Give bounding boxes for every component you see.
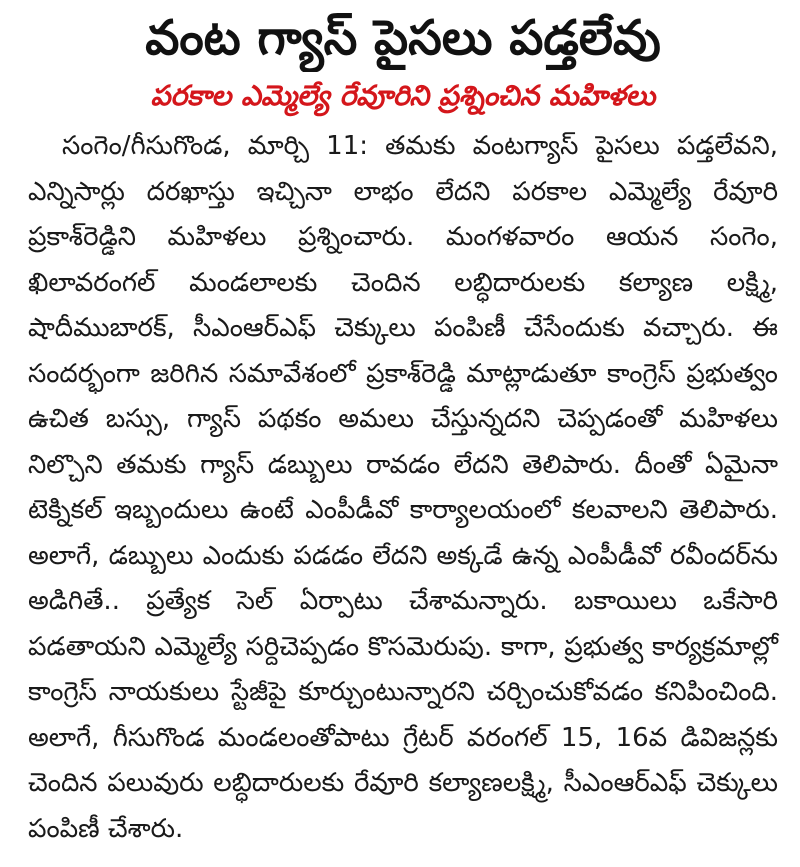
article-body: సంగెం/గీసుగొండ, మార్చి 11: తమకు వంటగ్యాస్ పైసలు పడ్తలేవని, ఎన్నిసార్లు దరఖాస్తు ఇచ్చినా లాభం లేదని పరకాల ఎమ్మెల్యే రేవూరి ప్రకాశ్‌రెడ్డిని మహిళలు ప్రశ్నించారు. మంగళవారం ఆయన సంగెం, ఖిలావరంగల్ మండలాలకు చెందిన లబ్ధిదారులకు కల్యాణ లక్ష్మి, షాదీముబారక్, సీఎంఆర్ఎఫ్ చెక్కులు పంపిణీ చేసేందుకు వచ్చారు. ఈ సందర్భంగా జరిగిన సమావేశంలో ప్రకాశ్‌రెడ్డి మాట్లాడుతూ కాంగ్రెస్ ప్రభుత్వం ఉచిత బస్సు, గ్యాస్ పథకం అమలు చేస్తున్నదని చెప్పడంతో మహిళలు నిల్చొని తమకు గ్యాస్ డబ్బులు రావడం లేదని తెలిపారు. దీంతో ఏమైనా టెక్నికల్ ఇబ్బందులు ఉంటే ఎంపీడీవో కార్యాలయంలో కలవాలని తెలిపారు. అలాగే, డబ్బులు ఎందుకు పడడం లేదని అక్కడే ఉన్న ఎంపీడీవో రవీందర్‌ను అడిగితే.. ప్రత్యేక సెల్ ఏర్పాటు చేశామన్నారు. బకాయిలు ఒకేసారి పడతాయని ఎమ్మెల్యే సర్దిచెప్పడం కొసమెరుపు. కాగా, ప్రభుత్వ కార్యక్రమాల్లో కాంగ్రెస్ నాయకులు స్టేజీపై కూర్చుంటున్నారని చర్చించుకోవడం కనిపించింది. అలాగే, గీసుగొండ మండలంతోపాటు గ్రేటర్ వరంగల్ 15, 16వ డివిజన్లకు చెందిన పలువురు లబ్ధిదారులకు రేవూరి కల్యాణలక్ష్మి, సీఎంఆర్ఎఫ్ చెక్కులు పంపిణీ చేశారు. bbox=[28, 131, 778, 844]
article-subheadline: పరకాల ఎమ్మెల్యే రేవూరిని ప్రశ్నించిన మహిళలు bbox=[150, 79, 656, 112]
article-headline: వంట గ్యాస్ పైసలు పడ్తలేవు bbox=[145, 10, 661, 66]
